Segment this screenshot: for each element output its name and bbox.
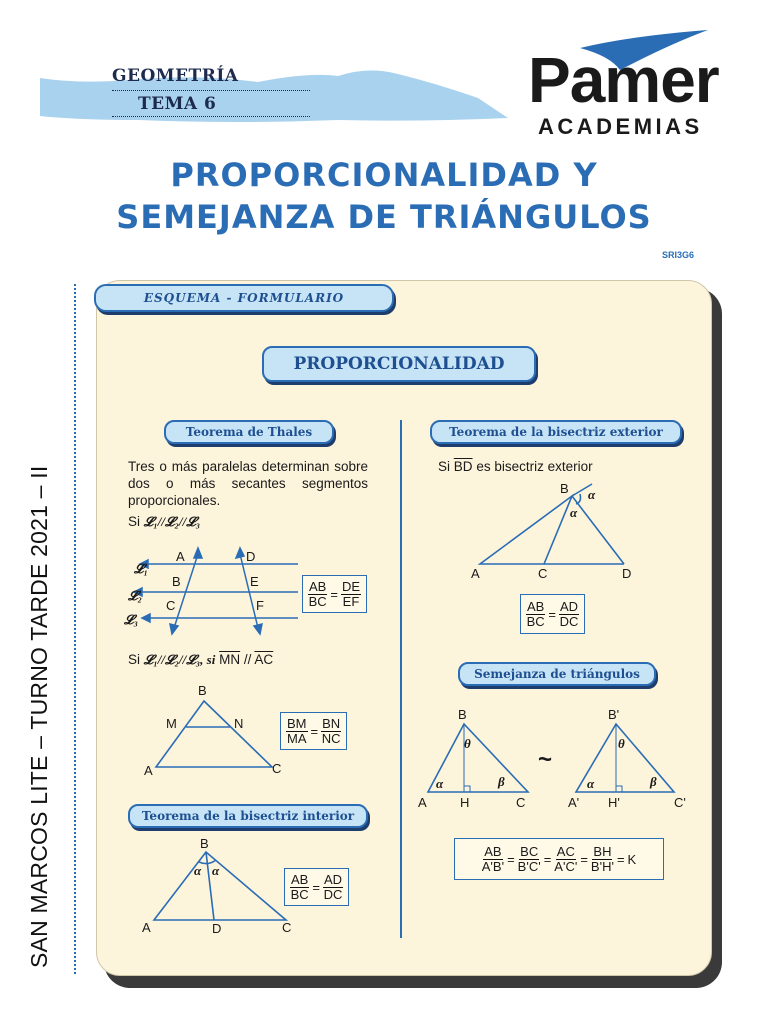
column-divider <box>400 420 402 938</box>
angle-label: α <box>588 487 596 502</box>
point-label: C <box>282 920 292 935</box>
segment-ac: $\overline{AC}$ <box>254 652 274 667</box>
bisectriz-exterior-text <box>438 458 593 475</box>
angle-label: α <box>570 505 578 520</box>
brand-logo: Pamer <box>528 44 719 116</box>
point-label: C <box>272 761 282 776</box>
line-label-l3: 𝓛₃ <box>124 612 138 627</box>
condition-expression: 𝓛₁//𝓛₂//𝓛₃ <box>143 514 201 529</box>
brand-subtitle: ACADEMIAS <box>538 114 703 139</box>
numerator: AD <box>559 598 578 614</box>
denominator: A'C' <box>554 858 578 874</box>
numerator: AC <box>556 843 575 859</box>
numerator: AB <box>527 598 545 614</box>
point-label: A <box>471 566 480 581</box>
numerator: AB <box>309 578 327 594</box>
point-label: N <box>234 716 244 731</box>
point-label: A <box>142 920 151 935</box>
denominator: EF <box>342 593 360 609</box>
point-label: B <box>198 683 207 698</box>
header-banner-shape <box>38 58 508 138</box>
angle-label: β <box>650 774 657 789</box>
denominator: A'B' <box>481 858 505 874</box>
constant-k: K <box>627 851 637 867</box>
denominator: B'C' <box>517 858 541 874</box>
bisectriz-exterior-formula: $\frac{AB}{BC}$ = $\frac{AD}{DC}$ <box>520 594 585 634</box>
denominator: DC <box>559 613 579 629</box>
text-prefix: Si <box>438 459 451 474</box>
numerator: BM <box>287 715 307 731</box>
point-label: C' <box>674 795 686 810</box>
semejanza-formula: $\frac{AB}{A'B'}$ = $\frac{BC}{B'C'}$ = $\frac{AC}{A'C'}$ = $\frac{BH}{B'H'}$ = K <box>454 838 664 880</box>
sidebar-course-label: SAN MARCOS LITE – TURNO TARDE 2021 – II <box>26 465 52 968</box>
point-label: C <box>538 566 548 581</box>
segment-mn: $\overline{MN}$ <box>219 652 241 667</box>
section-tag: ESQUEMA - FORMULARIO <box>94 284 394 312</box>
page-title-line2: SEMEJANZA DE TRIÁNGULOS <box>116 198 652 236</box>
thales-diagram <box>118 544 298 644</box>
bisectriz-interior-heading: Teorema de la bisectriz interior <box>128 804 368 828</box>
point-label: B' <box>608 707 620 722</box>
line-label-l2: 𝓛₂ <box>128 588 142 603</box>
denominator: BC <box>290 886 309 902</box>
page-title: PROPORCIONALIDAD Y <box>170 156 598 194</box>
point-label: F <box>256 598 264 613</box>
point-label: B <box>200 836 209 851</box>
angle-label: θ <box>464 736 471 751</box>
semejanza-heading: Semejanza de triángulos <box>458 662 656 686</box>
similar-symbol: ~ <box>538 746 553 773</box>
angle-label: β <box>498 774 505 789</box>
divider <box>112 90 310 91</box>
point-label: A' <box>568 795 580 810</box>
point-label: E <box>250 574 259 589</box>
point-label: D <box>212 921 222 936</box>
point-label: C <box>516 795 526 810</box>
point-label: B <box>172 574 181 589</box>
bisectriz-exterior-diagram <box>476 490 636 570</box>
point-label: D <box>246 549 256 564</box>
point-label: H <box>460 795 470 810</box>
numerator: AD <box>323 871 342 887</box>
denominator: B'H' <box>590 858 614 874</box>
document-code: SRI3G6 <box>662 250 695 260</box>
point-label: B <box>560 481 569 496</box>
bisectriz-interior-diagram <box>150 846 290 926</box>
denominator: DC <box>323 886 343 902</box>
thales-text: Tres o más paralelas determinan sobre dos o más secantes segmentos proporcionales. <box>128 459 368 508</box>
condition-prefix: Si <box>128 514 141 529</box>
numerator: DE <box>341 578 360 594</box>
point-label: A <box>418 795 427 810</box>
line-label-l1: 𝓛₁ <box>134 561 148 576</box>
thales-formula-2: $\frac{BM}{MA}$ = $\frac{BN}{NC}$ <box>280 712 347 750</box>
angle-label: α <box>587 776 595 791</box>
point-label: M <box>166 716 177 731</box>
bisectriz-exterior-heading: Teorema de la bisectriz exterior <box>430 420 682 444</box>
condition-expression: 𝓛₁//𝓛₂//𝓛₃, si <box>143 652 216 667</box>
thales-formula: $\frac{AB}{BC}$ = $\frac{DE}{EF}$ <box>302 575 367 613</box>
numerator: BH <box>593 843 612 859</box>
point-label: D <box>622 566 632 581</box>
parallel-symbol: // <box>243 652 252 667</box>
text-suffix: es bisectriz exterior <box>476 459 593 474</box>
denominator: NC <box>321 730 341 746</box>
condition-prefix: Si <box>128 652 141 667</box>
thales-condition-2 <box>128 651 273 668</box>
numerator: AB <box>484 843 502 859</box>
point-label: A <box>144 763 153 778</box>
angle-label: α <box>194 863 202 878</box>
numerator: BC <box>520 843 539 859</box>
subject-label: GEOMETRÍA <box>112 66 239 86</box>
denominator: BC <box>526 613 545 629</box>
point-label: C <box>166 598 176 613</box>
point-label: B <box>458 707 467 722</box>
numerator: BN <box>322 715 341 731</box>
thales-condition <box>128 513 200 530</box>
angle-label: α <box>212 863 220 878</box>
angle-label: θ <box>618 736 625 751</box>
point-label: H' <box>608 795 620 810</box>
sidebar-divider <box>74 284 76 974</box>
point-label: A <box>176 549 185 564</box>
section-heading: PROPORCIONALIDAD <box>262 346 536 382</box>
denominator: BC <box>308 593 327 609</box>
divider <box>112 116 310 117</box>
thales-heading: Teorema de Thales <box>164 420 334 444</box>
topic-label: TEMA 6 <box>138 94 217 114</box>
thales-triangle-diagram <box>150 695 280 775</box>
bisectriz-interior-formula: $\frac{AB}{BC}$ = $\frac{AD}{DC}$ <box>284 868 349 906</box>
angle-label: α <box>436 776 444 791</box>
numerator: AB <box>291 871 309 887</box>
denominator: MA <box>287 730 307 746</box>
segment-bd: $\overline{BD}$ <box>453 459 473 474</box>
